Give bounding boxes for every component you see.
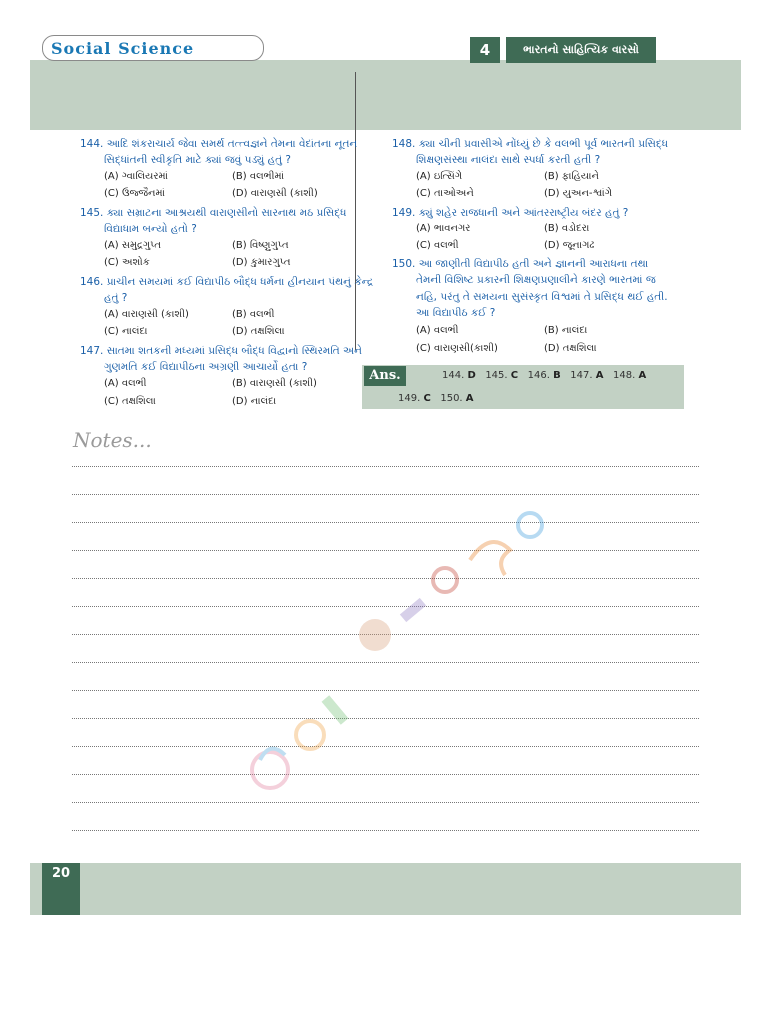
header-band [30,60,741,130]
note-line[interactable] [72,774,699,775]
note-line[interactable] [72,550,699,551]
option-144-d: (D) વારાણસી (કાશી) [232,188,318,199]
option-145-b: (B) વિષ્ણુગુપ્ત [232,240,289,251]
page-number: 20 [51,866,71,881]
question-149: 149. ક્યું શહેર રાજધાની અને આંતરરાષ્ટ્રીય બંદર હતું ? [392,207,629,219]
option-148-b: (B) ફાહિયાને [544,171,599,182]
option-145-a: (A) સમુદ્રગુપ્ત [104,240,162,251]
answers-line-1: 144. D 145. C 146. B 147. A 148. A [442,370,647,381]
note-line[interactable] [72,578,699,579]
option-147-d: (D) નાલંદા [232,396,277,407]
question-147-line2: ગુણમતિ કઈ વિદ્યાપીઠના અગ્રણી આચાર્યો હતા ? [104,361,308,373]
option-146-d: (D) તક્ષશિલા [232,326,285,337]
option-149-c: (C) વલભી [416,240,459,251]
option-150-c: (C) વારાણસી(કાશી) [416,343,498,354]
chapter-number: 4 [470,37,500,63]
question-146-line2: હતું ? [104,292,128,304]
social-science-logo [42,35,264,61]
option-145-d: (D) કુમારગુપ્ત [232,257,291,268]
answers-line-2: 149. C 150. A [398,393,474,404]
chapter-title: ભારતનો સાહિત્યિક વારસો [506,37,656,63]
column-divider [355,72,356,350]
question-150-line2: તેમની વિશિષ્ટ પ્રકારની શિક્ષણપ્રણાલીને કારણે ભારતમાં જ [416,274,656,286]
question-150-line3: નહિ, પરંતુ તે સમયના સુસંસ્કૃત વિશ્વમાં તે પ્રસિદ્ધ થઈ હતી. [416,291,668,303]
note-line[interactable] [72,662,699,663]
question-148: 148. ક્યા ચીની પ્રવાસીએ નોંધ્યું છે કે વલભી પૂર્વ ભારતની પ્રસિદ્ધ [392,138,669,150]
note-line[interactable] [72,746,699,747]
option-146-a: (A) વારાણસી (કાશી) [104,309,189,320]
question-145: 145. ક્યા સમ્રાટના આશ્રયથી વારાણસીનો સારનાથ મઠ પ્રસિદ્ધ [80,207,347,219]
footer-band [30,863,741,915]
note-line[interactable] [72,718,699,719]
question-150-line4: આ વિદ્યાપીઠ કઈ ? [416,307,496,319]
note-line[interactable] [72,690,699,691]
option-144-a: (A) ગ્વાલિયરમાં [104,171,169,182]
question-150: 150. આ જાણીતી વિદ્યાપીઠ હતી અને જ્ઞાનની આરાધના તથા [392,258,649,270]
question-144: 144. આદિ શંકરાચાર્ય જેવા સમર્થ તત્ત્વજ્ઞને તેમના વેદાંતના નૂતન [80,138,358,150]
option-148-c: (C) તાઓઅને [416,188,474,199]
option-149-b: (B) વડોદરા [544,223,590,234]
option-150-b: (B) નાલંદા [544,325,588,336]
note-line[interactable] [72,606,699,607]
option-149-a: (A) ભાવનગર [416,223,471,234]
question-148-line2: શિક્ષણસંસ્થા નાલંદા સાથે સ્પર્ધા કરતી હતી ? [416,154,601,166]
note-line[interactable] [72,830,699,831]
option-144-b: (B) વલભીમાં [232,171,285,182]
option-148-a: (A) ઇત્સિંગે [416,171,463,182]
answers-label: Ans. [364,366,406,386]
question-147: 147. સાતમા શતકની મધ્યમાં પ્રસિદ્ધ બૌદ્ધ વિદ્વાનો સ્થિરમતિ અને [80,345,362,357]
note-line[interactable] [72,634,699,635]
option-144-c: (C) ઉજ્જૈનમાં [104,188,166,199]
option-149-d: (D) જૂનાગઢ [544,240,595,251]
option-147-c: (C) તક્ષશિલા [104,396,156,407]
note-line[interactable] [72,466,699,467]
option-150-d: (D) તક્ષશિલા [544,343,597,354]
option-147-a: (A) વલભી [104,378,147,389]
question-145-line2: વિદ્યાધામ બન્યો હતો ? [104,223,197,235]
option-147-b: (B) વારાણસી (કાશી) [232,378,317,389]
option-146-b: (B) વલભી [232,309,275,320]
option-146-c: (C) નાલંદા [104,326,148,337]
option-145-c: (C) અશોક [104,257,150,268]
question-146: 146. પ્રાચીન સમયમાં કઈ વિદ્યાપીઠ બૌદ્ધ ધર્મના હીનયાન પંથનું કેન્દ્ર [80,276,374,288]
notes-title: Notes... [73,428,152,452]
option-150-a: (A) વલભી [416,325,459,336]
option-148-d: (D) યુઅન-શ્વાંગે [544,188,613,199]
note-line[interactable] [72,494,699,495]
logo-text: Social Science [51,38,195,58]
note-line[interactable] [72,522,699,523]
note-line[interactable] [72,802,699,803]
question-144-line2: સિદ્ધાંતની સ્વીકૃતિ માટે ક્યાં જવું પડ્યું હતું ? [104,154,291,166]
